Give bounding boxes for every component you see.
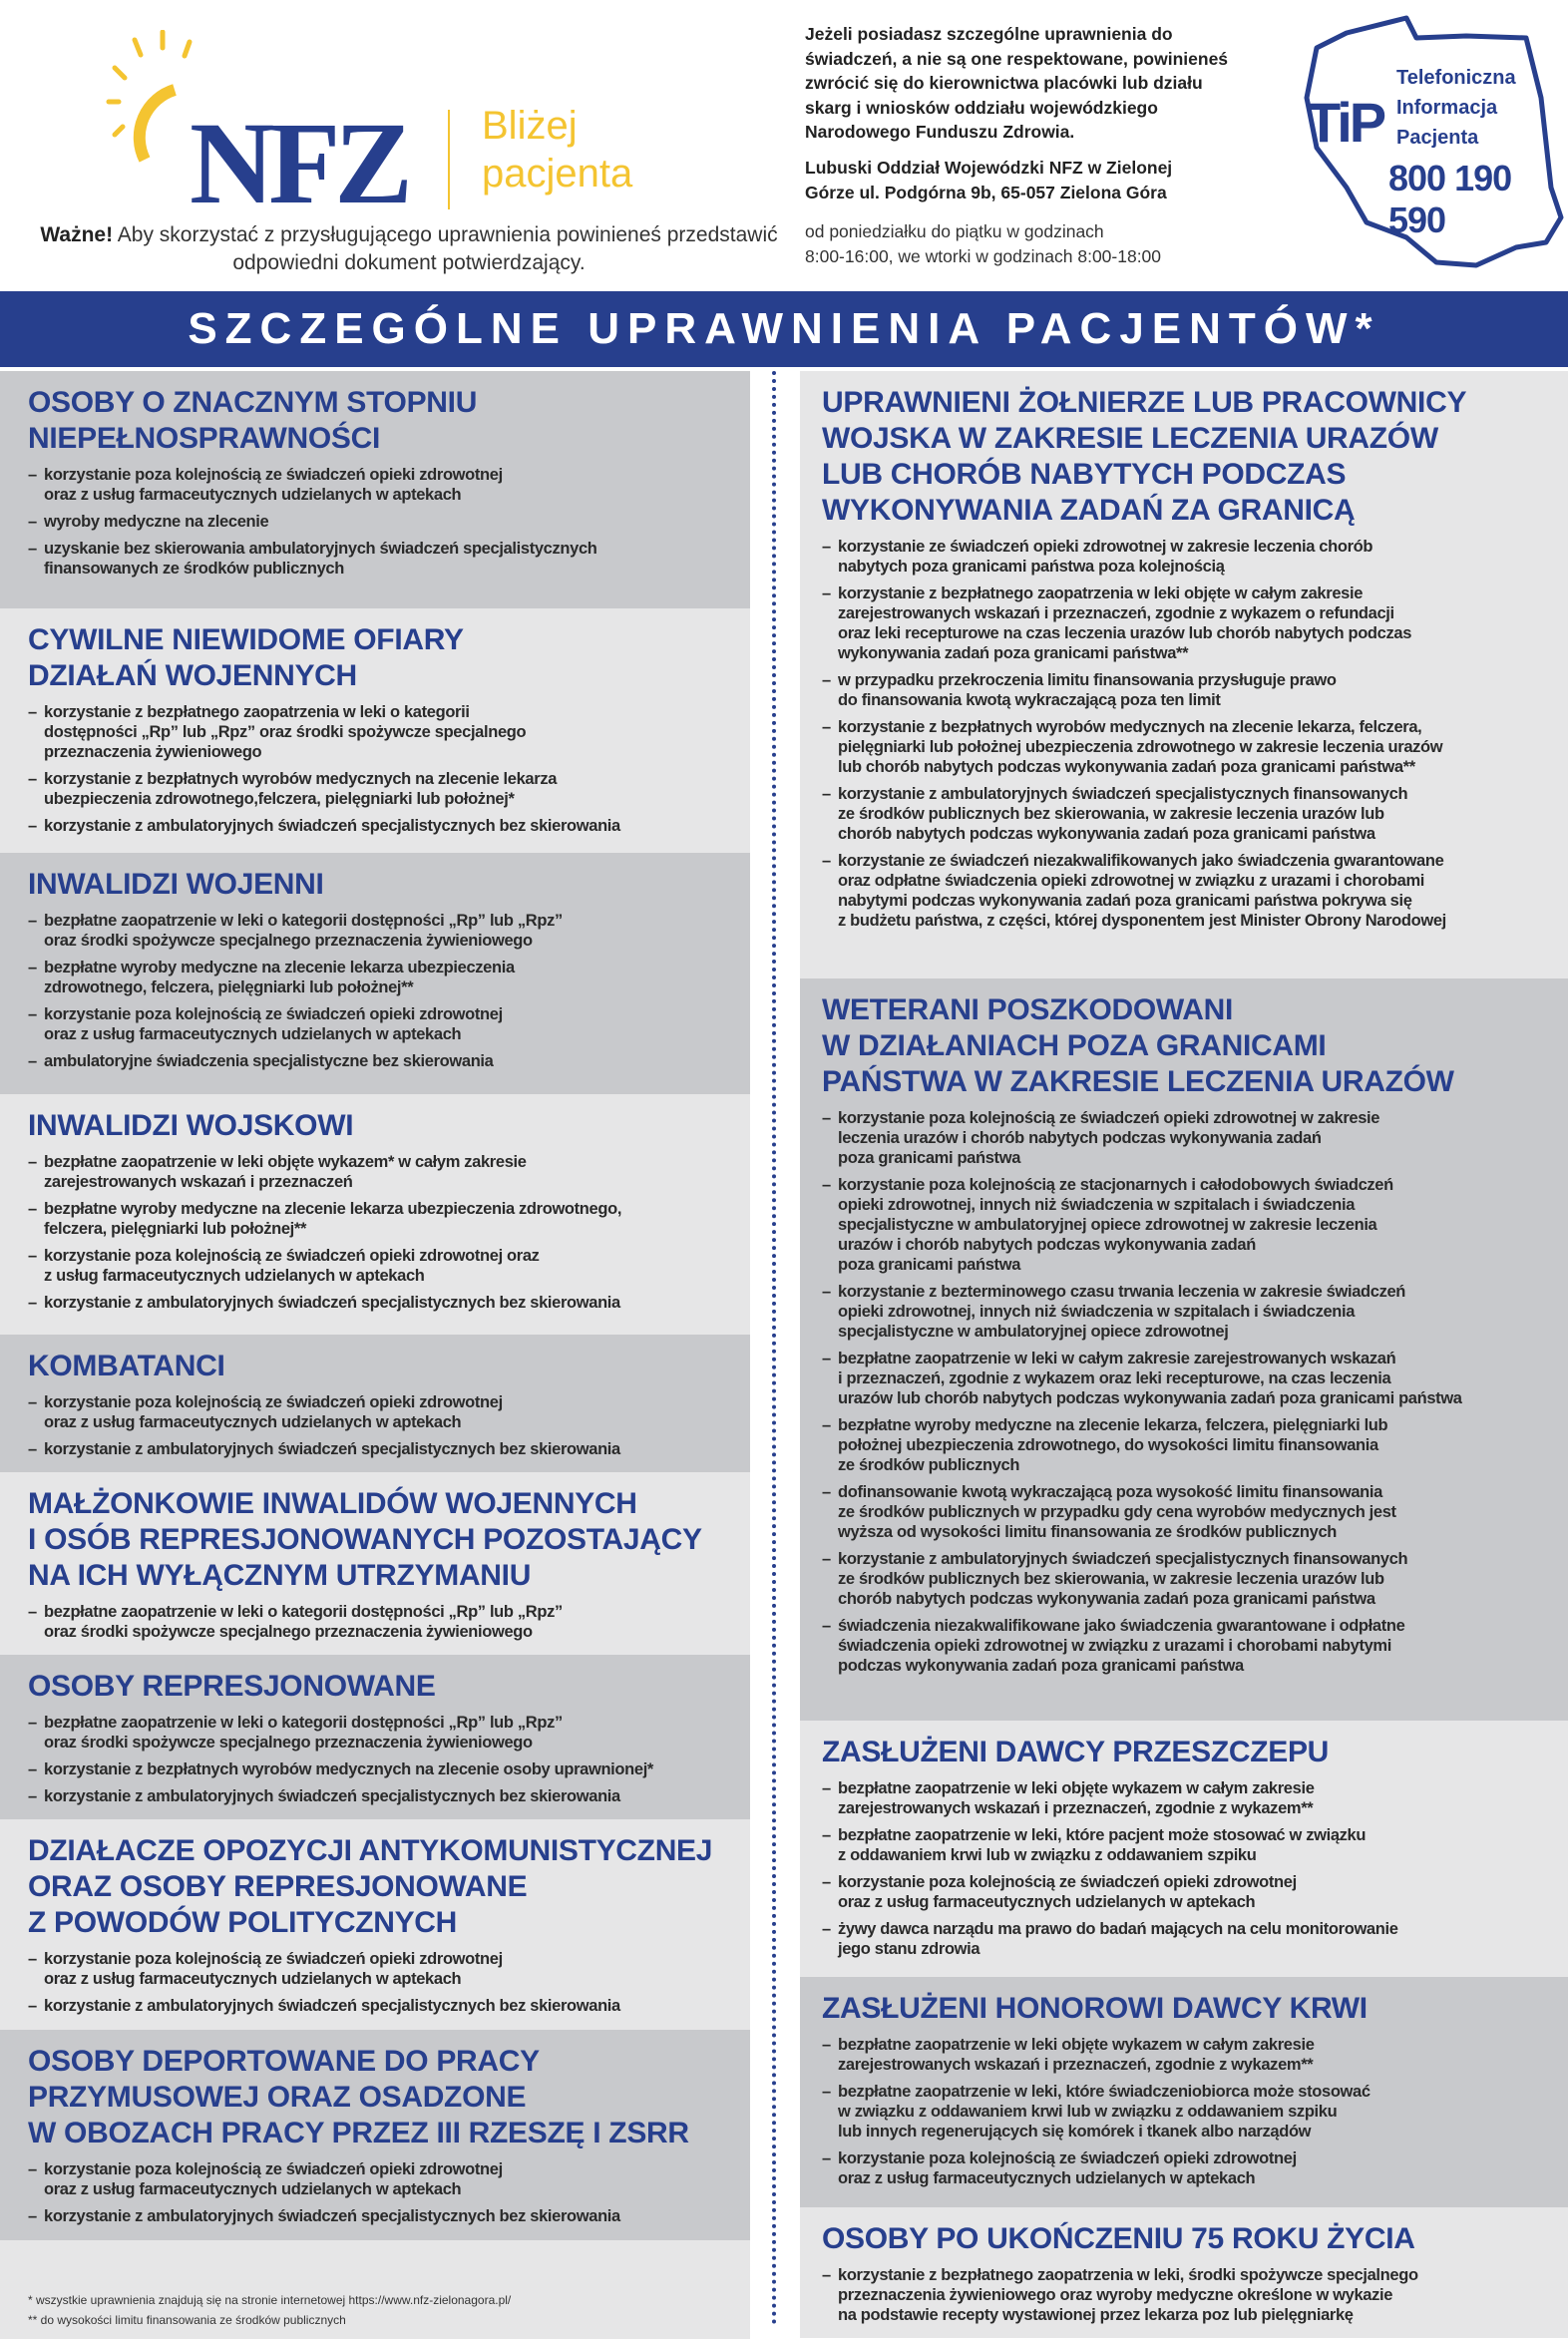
right-column: [800, 371, 1568, 2338]
list-item: – bezpłatne zaopatrzenie w leki, które świadczeniobiorca może stosować w związku z oddawaniem krwi lub w związku z oddawaniem szpiku lub innych regenerujących się komórek i tkanek albo narządów: [822, 2082, 1560, 2142]
list-item: – korzystanie z bezpłatnych wyrobów medycznych na zlecenie lekarza ubezpieczenia zdrowotnego,felczera, pielęgniarki lub położnej*: [28, 769, 742, 809]
list-item: – bezpłatne zaopatrzenie w leki o kategorii dostępności „Rp” lub „Rpz” oraz środki spożywcze specjalnego przeznaczenia żywieniowego: [28, 1713, 742, 1753]
privilege-list: [28, 2159, 742, 2226]
list-item: – korzystanie z bezpłatnego zaopatrzenia w leki o kategorii dostępności „Rp” lub „Rpz” oraz środki spożywcze specjalnego przeznaczenia żywieniowego: [28, 702, 742, 762]
logo-separator: [448, 110, 450, 209]
list-item: – świadczenia niezakwalifikowane jako świadczenia gwarantowane i odpłatne świadczenia opieki zdrowotnej w związku z urazami i chorobami nabytymi podczas wykonywania zadań poza granicami państwa: [822, 1616, 1560, 1676]
list-item: – korzystanie poza kolejnością ze świadczeń opieki zdrowotnej w zakresie leczenia urazów i chorób nabytych podczas wykonywania zadań poza granicami państwa: [822, 1108, 1560, 1168]
list-item: – korzystanie z bezpłatnego zaopatrzenia w leki objęte w całym zakresie zarejestrowanych wskazań i przeznaczeń, zgodnie z wykazem o refundacji oraz leki recepturowe na czas leczenia urazów lub chorób nabytych podczas wykonywania zadań poza granicami państwa**: [822, 584, 1560, 663]
section-title: CYWILNE NIEWIDOME OFIARY DZIAŁAŃ WOJENNYCH: [28, 623, 464, 692]
list-item: – ambulatoryjne świadczenia specjalistyczne bez skierowania: [28, 1051, 742, 1071]
privilege-section: [0, 853, 750, 1094]
list-item: – korzystanie z ambulatoryjnych świadczeń specjalistycznych finansowanych ze środków publicznych bez skierowania, w zakresie leczenia urazów lub chorób nabytych podczas wykonywania zadań poza granicami państwa: [822, 784, 1560, 844]
list-item: – korzystanie poza kolejnością ze świadczeń opieki zdrowotnej oraz z usług farmaceutycznych udzielanych w aptekach: [28, 1246, 742, 1286]
list-item: – korzystanie poza kolejnością ze świadczeń opieki zdrowotnej oraz z usług farmaceutycznych udzielanych w aptekach: [28, 465, 742, 505]
privilege-list: [28, 1713, 742, 1806]
list-item: – korzystanie z bezpłatnych wyrobów medycznych na zlecenie osoby uprawnionej*: [28, 1759, 742, 1779]
list-item: – korzystanie z bezpłatnego zaopatrzenia w leki, środki spożywcze specjalnego przeznaczenia żywieniowego oraz wyroby medyczne określone w wykazie na podstawie recepty wystawionej przez lekarza poz lub pielęgniarkę: [822, 2265, 1560, 2325]
list-item: – korzystanie poza kolejnością ze świadczeń opieki zdrowotnej oraz z usług farmaceutycznych udzielanych w aptekach: [822, 2148, 1560, 2188]
header: [0, 0, 1568, 291]
privilege-list: [822, 1778, 1560, 1959]
list-item: – korzystanie poza kolejnością ze świadczeń opieki zdrowotnej oraz z usług farmaceutycznych udzielanych w aptekach: [822, 1872, 1560, 1912]
section-title: DZIAŁACZE OPOZYCJI ANTYKOMUNISTYCZNEJ ORAZ OSOBY REPRESJONOWANE Z POWODÓW POLITYCZNYCH: [28, 1834, 713, 1939]
list-item: – korzystanie z bezterminowego czasu trwania leczenia w zakresie świadczeń opieki zdrowotnej, innych niż świadczenia w szpitalach i świadczenia specjalistyczne w ambulatoryjnej opiece zdrowotnej: [822, 1282, 1560, 1342]
list-item: – bezpłatne zaopatrzenie w leki objęte wykazem w całym zakresie zarejestrowanych wskazań i przeznaczeń, zgodnie z wykazem**: [822, 2035, 1560, 2075]
list-item: – korzystanie z bezpłatnych wyrobów medycznych na zlecenie lekarza, felczera, pielęgniarki lub położnej ubezpieczenia zdrowotnego w zakresie leczenia urazów lub chorób nabytych podczas wykonywania zadań poza granicami państwa**: [822, 717, 1560, 777]
section-title: ZASŁUŻENI HONOROWI DAWCY KRWI: [822, 1992, 1368, 2025]
privilege-section: [0, 2030, 750, 2240]
page-title: SZCZEGÓLNE UPRAWNIENIA PACJENTÓW*: [0, 291, 1568, 367]
section-title: KOMBATANCI: [28, 1350, 225, 1382]
privilege-list: [28, 702, 742, 836]
section-title: WETERANI POSZKODOWANI W DZIAŁANIACH POZA GRANICAMI PAŃSTWA W ZAKRESIE LECZENIA URAZÓW: [822, 993, 1454, 1098]
important-note: Ważne! Aby skorzystać z przysługującego uprawnienia powinieneś przedstawić odpowiedni dokument potwierdzający.: [40, 223, 778, 274]
section-title: OSOBY REPRESJONOWANE: [28, 1670, 436, 1703]
privilege-section: [800, 1721, 1568, 1977]
nfz-logo: NFZ Bliżej pacjenta: [105, 30, 663, 219]
list-item: – bezpłatne zaopatrzenie w leki o kategorii dostępności „Rp” lub „Rpz” oraz środki spożywcze specjalnego przeznaczenia żywieniowego: [28, 1602, 742, 1642]
privilege-section: [0, 1655, 750, 1819]
privilege-section: [0, 608, 750, 853]
section-title: ZASŁUŻENI DAWCY PRZESZCZEPU: [822, 1736, 1330, 1768]
privilege-list: [28, 1949, 742, 2016]
dotted-divider: [772, 371, 776, 2326]
list-item: – korzystanie poza kolejnością ze świadczeń opieki zdrowotnej oraz z usług farmaceutycznych udzielanych w aptekach: [28, 1392, 742, 1432]
privilege-section: [800, 371, 1568, 978]
list-item: – korzystanie z ambulatoryjnych świadczeń specjalistycznych bez skierowania: [28, 1439, 742, 1459]
privilege-list: [822, 537, 1560, 931]
section-title: OSOBY O ZNACZNYM STOPNIU NIEPEŁNOSPRAWNOŚCI: [28, 386, 478, 455]
office-hours: od poniedziałku do piątku w godzinach 8:00-16:00, we wtorki w godzinach 8:00-18:00: [805, 221, 1162, 266]
list-item: – bezpłatne wyroby medyczne na zlecenie lekarza ubezpieczenia zdrowotnego, felczera, pielęgniarki lub położnej**: [28, 958, 742, 997]
tagline: Bliżej pacjenta: [482, 104, 633, 195]
list-item: – bezpłatne zaopatrzenie w leki objęte wykazem* w całym zakresie zarejestrowanych wskazań i przeznaczeń: [28, 1152, 742, 1192]
privilege-section: [0, 1094, 750, 1335]
list-item: – korzystanie poza kolejnością ze świadczeń opieki zdrowotnej oraz z usług farmaceutycznych udzielanych w aptekach: [28, 1949, 742, 1989]
footnote: ** do wysokości limitu finansowania ze środków publicznych: [28, 2313, 346, 2327]
list-item: – korzystanie poza kolejnością ze świadczeń opieki zdrowotnej oraz z usług farmaceutycznych udzielanych w aptekach: [28, 2159, 742, 2199]
privilege-section: [0, 371, 750, 608]
section-title: INWALIDZI WOJSKOWI: [28, 1109, 354, 1142]
list-item: – uzyskanie bez skierowania ambulatoryjnych świadczeń specjalistycznych finansowanych ze środków publicznych: [28, 539, 742, 579]
section-title: OSOBY PO UKOŃCZENIU 75 ROKU ŻYCIA: [822, 2222, 1415, 2255]
footnote: * wszystkie uprawnienia znajdują się na stronie internetowej https://www.nfz-zielonagora.pl/: [28, 2293, 512, 2307]
list-item: – korzystanie poza kolejnością ze stacjonarnych i całodobowych świadczeń opieki zdrowotnej, innych niż świadczenia w szpitalach i świadczenia specjalistyczne w ambulatoryjnej opiece zdrowotnej w zakresie leczenia urazów i chorób nabytych podczas wykonywania zadań poza granicami państwa: [822, 1175, 1560, 1275]
office-address: Lubuski Oddział Wojewódzki NFZ w Zielonej Górze ul. Podgórna 9b, 65-057 Zielona Góra: [805, 158, 1173, 202]
privilege-list: [28, 465, 742, 579]
privilege-list: [28, 1602, 742, 1642]
privilege-list: [822, 2035, 1560, 2188]
privilege-section: [800, 978, 1568, 1721]
privilege-list: [28, 1152, 742, 1313]
left-column: [0, 371, 750, 2339]
section-title: OSOBY DEPORTOWANE DO PRACY PRZYMUSOWEJ ORAZ OSADZONE W OBOZACH PRACY PRZEZ III RZESZĘ I ZSRR: [28, 2045, 689, 2149]
privilege-section: [0, 1819, 750, 2030]
list-item: – wyroby medyczne na zlecenie: [28, 512, 742, 532]
rights-info: Jeżeli posiadasz szczególne uprawnienia do świadczeń, a nie są one respektowane, powinieneś zwrócić się do kierownictwa placówki lub działu skarg i wniosków oddziału wojewódzkiego Narodowego Funduszu Zdrowia.: [805, 24, 1229, 142]
list-item: – bezpłatne wyroby medyczne na zlecenie lekarza, felczera, pielęgniarki lub położnej ubezpieczenia zdrowotnego, do wysokości limitu finansowania ze środków publicznych: [822, 1415, 1560, 1475]
list-item: – bezpłatne zaopatrzenie w leki w całym zakresie zarejestrowanych wskazań i przeznaczeń, zgodnie z wykazem oraz leki recepturowe, na czas leczenia urazów lub chorób nabytych podczas wykonywania zadań poza granicami państwa: [822, 1349, 1560, 1408]
section-title: INWALIDZI WOJENNI: [28, 868, 324, 901]
list-item: – dofinansowanie kwotą wykraczającą poza wysokość limitu finansowania ze środków publicznych w przypadku gdy cena wyrobów medycznych jest wyższa od wysokości limitu finansowania ze środków publicznych: [822, 1482, 1560, 1542]
list-item: – bezpłatne wyroby medyczne na zlecenie lekarza ubezpieczenia zdrowotnego, felczera, pielęgniarki lub położnej**: [28, 1199, 742, 1239]
privilege-section: [0, 1335, 750, 1472]
list-item: – korzystanie ze świadczeń opieki zdrowotnej w zakresie leczenia chorób nabytych poza granicami państwa poza kolejnością: [822, 537, 1560, 577]
privilege-section: [800, 2207, 1568, 2338]
list-item: – bezpłatne zaopatrzenie w leki, które pacjent może stosować w związku z oddawaniem krwi lub w związku z oddawaniem szpiku: [822, 1825, 1560, 1865]
footnotes: [0, 2240, 750, 2339]
privilege-list: [822, 1108, 1560, 1676]
list-item: – bezpłatne zaopatrzenie w leki objęte wykazem w całym zakresie zarejestrowanych wskazań i przeznaczeń, zgodnie z wykazem**: [822, 1778, 1560, 1818]
section-title: MAŁŻONKOWIE INWALIDÓW WOJENNYCH I OSÓB REPRESJONOWANYCH POZOSTAJĄCY NA ICH WYŁĄCZNYM UTRZYMANIU: [28, 1487, 702, 1592]
list-item: – korzystanie z ambulatoryjnych świadczeń specjalistycznych bez skierowania: [28, 1996, 742, 2016]
list-item: – w przypadku przekroczenia limitu finansowania przysługuje prawo do finansowania kwotą wykraczającą poza ten limit: [822, 670, 1560, 710]
list-item: – bezpłatne zaopatrzenie w leki o kategorii dostępności „Rp” lub „Rpz” oraz środki spożywcze specjalnego przeznaczenia żywieniowego: [28, 911, 742, 951]
list-item: – korzystanie z ambulatoryjnych świadczeń specjalistycznych bez skierowania: [28, 1293, 742, 1313]
privilege-list: [28, 1392, 742, 1459]
tip-logo: TiP Telefoniczna Informacja Pacjenta 800 190 590: [1277, 8, 1566, 277]
list-item: – korzystanie poza kolejnością ze świadczeń opieki zdrowotnej oraz z usług farmaceutycznych udzielanych w aptekach: [28, 1004, 742, 1044]
list-item: – korzystanie z ambulatoryjnych świadczeń specjalistycznych bez skierowania: [28, 816, 742, 836]
list-item: – korzystanie z ambulatoryjnych świadczeń specjalistycznych finansowanych ze środków publicznych bez skierowania, w zakresie leczenia urazów lub chorób nabytych podczas wykonywania zadań poza granicami państwa: [822, 1549, 1560, 1609]
privilege-list: [28, 911, 742, 1071]
list-item: – korzystanie z ambulatoryjnych świadczeń specjalistycznych bez skierowania: [28, 2206, 742, 2226]
privilege-list: [822, 2265, 1560, 2325]
privilege-section: [0, 1472, 750, 1655]
section-title: UPRAWNIENI ŻOŁNIERZE LUB PRACOWNICY WOJSKA W ZAKRESIE LECZENIA URAZÓW LUB CHORÓB NABYTYCH PODCZAS WYKONYWANIA ZADAŃ ZA GRANICĄ: [822, 386, 1467, 527]
list-item: – korzystanie ze świadczeń niezakwalifikowanych jako świadczenia gwarantowane oraz odpłatne świadczenia opieki zdrowotnej w związku z urazami i chorobami nabytymi podczas wykonywania zadań poza granicami państwa pokrywa się z budżetu państwa, z części, której dysponentem jest Minister Obrony Narodowej: [822, 851, 1560, 931]
list-item: – żywy dawca narządu ma prawo do badań mających na celu monitorowanie jego stanu zdrowia: [822, 1919, 1560, 1959]
privilege-section: [800, 1977, 1568, 2207]
list-item: – korzystanie z ambulatoryjnych świadczeń specjalistycznych bez skierowania: [28, 1786, 742, 1806]
